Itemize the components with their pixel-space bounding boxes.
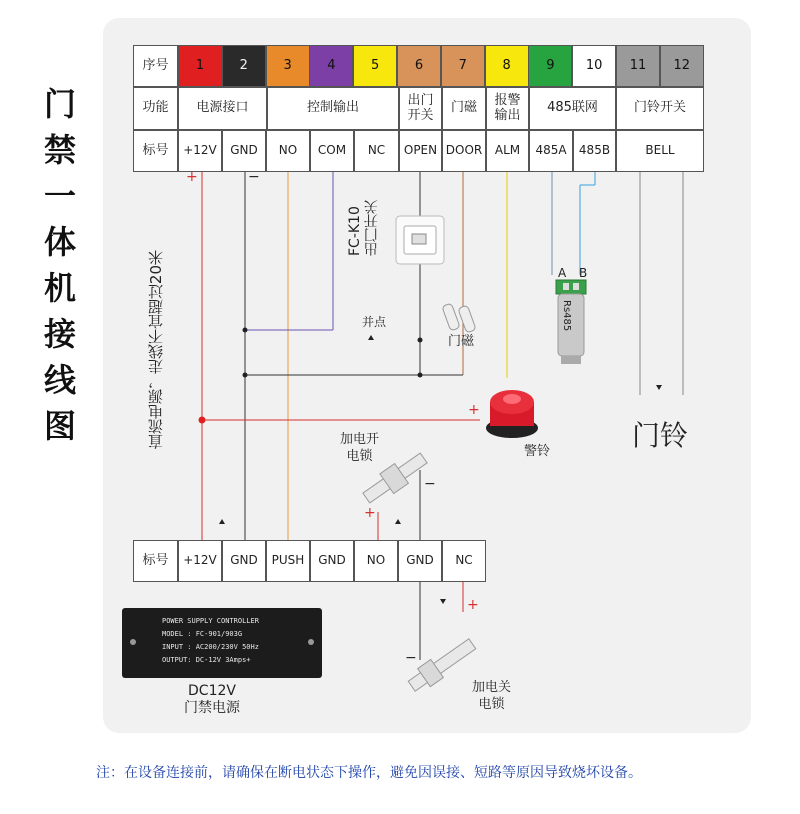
bottom-header: 标号 (133, 540, 178, 582)
title-char: 门 (43, 85, 76, 123)
minus-sign: − (424, 476, 436, 492)
alarm-bell-icon (486, 390, 538, 438)
footer-note: 注：在设备连接前，请确保在断电状态下操作，避免因误接、短路等原因导致烧坏设备。 (96, 765, 642, 781)
title-char: 图 (43, 407, 76, 445)
function-485: 485联网 (529, 87, 616, 130)
function-bell: 门铃开关 (616, 87, 704, 130)
plate-title: POWER SUPPLY CONTROLLER (162, 617, 259, 625)
junction-label: 并点 (362, 315, 387, 329)
terminal-label: OPEN (399, 130, 442, 172)
terminal-label: ALM (486, 130, 529, 172)
serial-cell: 4 (309, 45, 353, 87)
title-char: 一 (43, 177, 76, 215)
junction-dot (418, 338, 423, 343)
rs485-b-label: B (579, 266, 588, 280)
screw-icon (308, 639, 314, 645)
door-sensor-label: 门磁 (448, 334, 475, 349)
terminal-label: GND (222, 130, 266, 172)
junction-dot (418, 373, 423, 378)
serial-cell: 5 (353, 45, 397, 87)
rs485-label: Rs485 (561, 300, 572, 332)
power-supply-nameplate (122, 608, 322, 678)
plate-output: OUTPUT: DC-12V 3Amps+ (162, 656, 251, 664)
plate-input: INPUT : AC200/230V 50Hz (162, 643, 259, 651)
function-door-sensor: 门磁 (442, 87, 486, 130)
row2-header: 功能 (133, 87, 178, 130)
minus-sign: − (248, 169, 260, 185)
serial-cell: 1 (178, 45, 222, 87)
row1-header: 序号 (133, 45, 178, 87)
plus-sign: + (467, 597, 479, 613)
plate-model: MODEL : FC-901/903G (162, 630, 243, 638)
power-terminal-label: PUSH (266, 540, 310, 582)
power-on-lock-label: 加电开 电锁 (340, 432, 380, 464)
plus-sign: + (468, 402, 480, 418)
title-char: 线 (43, 361, 76, 399)
row3-header: 标号 (133, 130, 178, 172)
terminal-label: 485B (573, 130, 616, 172)
serial-cell: 6 (397, 45, 441, 87)
serial-cell: 2 (222, 45, 266, 87)
alarm-label: 警铃 (524, 444, 551, 459)
exit-switch-label: FC-K10 出门开关 (347, 200, 380, 256)
serial-cell: 12 (660, 45, 704, 87)
power-terminal-label: NO (354, 540, 398, 582)
serial-cell: 9 (528, 45, 572, 87)
serial-cell: 10 (572, 45, 616, 87)
terminal-label: DOOR (442, 130, 486, 172)
junction-dot (243, 328, 248, 333)
dc-note: 直流电源，走线不宜超过20米 (147, 250, 165, 450)
rs485-a-label: A (558, 266, 567, 280)
terminal-label: BELL (616, 130, 704, 172)
terminal-label: +12V (178, 130, 222, 172)
serial-cell: 8 (485, 45, 529, 87)
power-terminal-label: GND (310, 540, 354, 582)
function-alarm: 报警 输出 (486, 87, 529, 130)
junction-dot (243, 373, 248, 378)
power-terminal-label: GND (398, 540, 442, 582)
title-char: 禁 (43, 131, 76, 169)
power-supply-label: DC12V 门禁电源 (184, 683, 240, 716)
exit-switch-icon (396, 216, 444, 264)
function-exit: 出门 开关 (399, 87, 442, 130)
function-control: 控制输出 (267, 87, 399, 130)
plus-sign: + (186, 169, 198, 185)
terminal-label: COM (310, 130, 354, 172)
terminal-label: NC (354, 130, 399, 172)
plus-sign: + (364, 505, 376, 521)
junction-dot (199, 417, 206, 424)
power-off-lock-label: 加电关 电锁 (472, 680, 512, 712)
title-char: 接 (43, 315, 76, 353)
title-char: 机 (43, 269, 76, 307)
minus-sign: − (405, 650, 417, 666)
function-power: 电源接口 (178, 87, 267, 130)
door-sensor-icon (442, 303, 476, 333)
serial-cell: 7 (441, 45, 485, 87)
doorbell-label: 门铃 (632, 419, 689, 452)
title-char: 体 (43, 223, 76, 261)
terminal-label: 485A (529, 130, 573, 172)
serial-cell: 11 (616, 45, 660, 87)
power-terminal-label: NC (442, 540, 486, 582)
power-terminal-label: +12V (178, 540, 222, 582)
terminal-label: NO (266, 130, 310, 172)
power-terminal-label: GND (222, 540, 266, 582)
screw-icon (130, 639, 136, 645)
serial-cell: 3 (266, 45, 310, 87)
